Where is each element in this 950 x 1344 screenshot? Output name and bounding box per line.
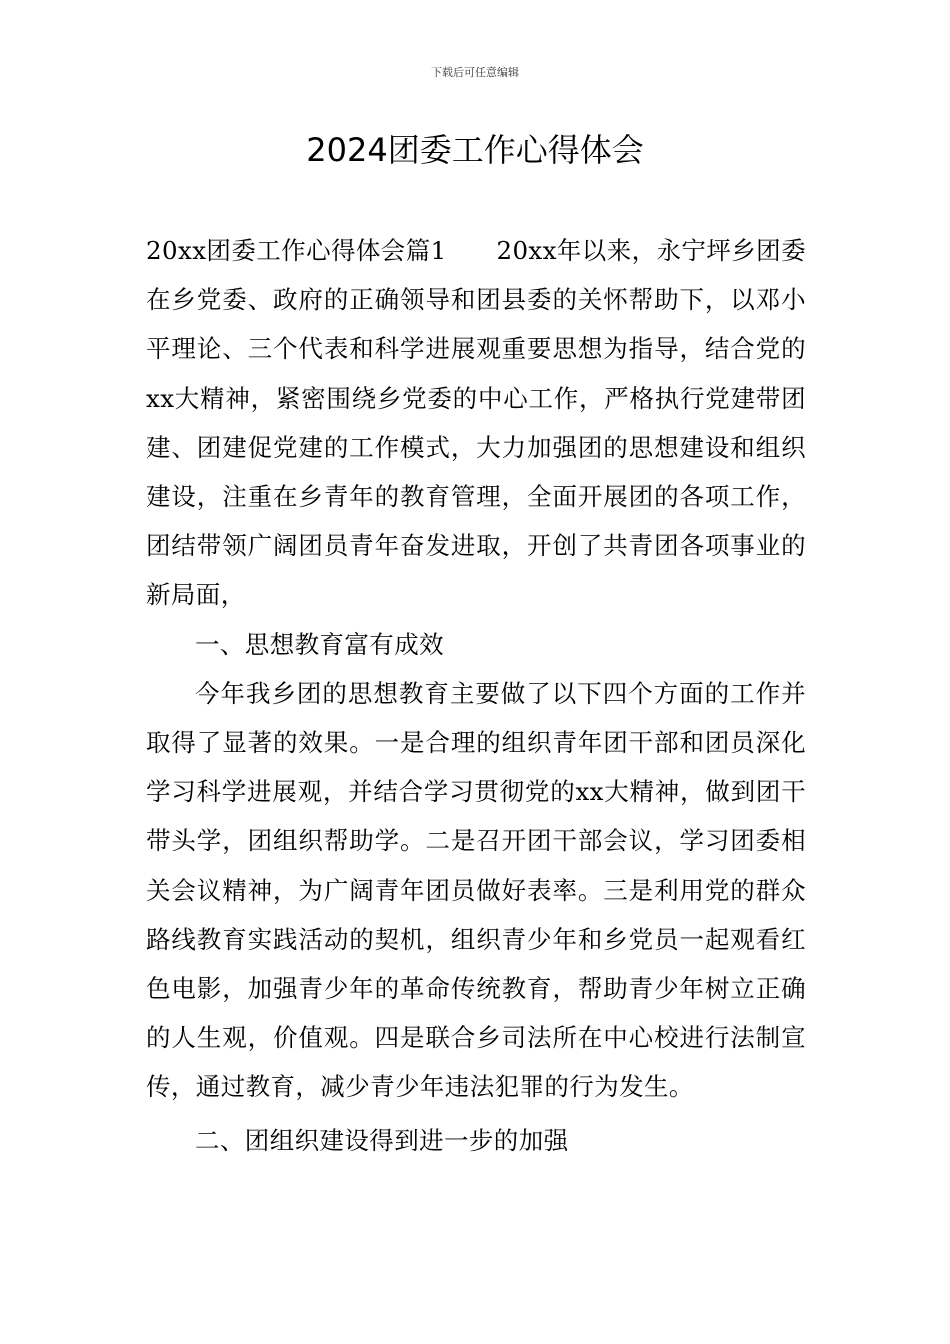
header-note: 下载后可任意编辑 — [431, 66, 519, 79]
document-title: 2024团委工作心得体会 — [306, 131, 644, 169]
document-body — [146, 226, 806, 1165]
paragraph-intro: 20xx团委工作心得体会篇1 20xx年以来，永宁坪乡团委在乡党委、政府的正确领导和团县委的关怀帮助下，以邓小平理论、三个代表和科学进展观重要思想为指导，结合党的xx大精神，紧密围绕乡党委的中心工作，严格执行党建带团建、团建促党建的工作模式，大力加强团的思想建设和组织建设，注重在乡青年的教育管理，全面开展团的各项工作，团结带领广阔团员青年奋发进取，开创了共青团各项事业的新局面， — [146, 236, 806, 610]
paragraph-section-1: 今年我乡团的思想教育主要做了以下四个方面的工作并取得了显著的效果。一是合理的组织青年团干部和团员深化学习科学进展观，并结合学习贯彻党的xx大精神，做到团干带头学，团组织帮助学。二是召开团干部会议，学习团委相关会议精神，为广阔青年团员做好表率。三是利用党的群众路线教育实践活动的契机，组织青少年和乡党员一起观看红色电影，加强青少年的革命传统教育，帮助青少年树立正确的人生观，价值观。四是联合乡司法所在中心校进行法制宣传，通过教育，减少青少年违法犯罪的行为发生。 — [146, 678, 806, 1102]
section-heading-1: 一、思想教育富有成效 — [195, 629, 444, 659]
section-heading-2: 二、团组织建设得到进一步的加强 — [195, 1125, 569, 1155]
